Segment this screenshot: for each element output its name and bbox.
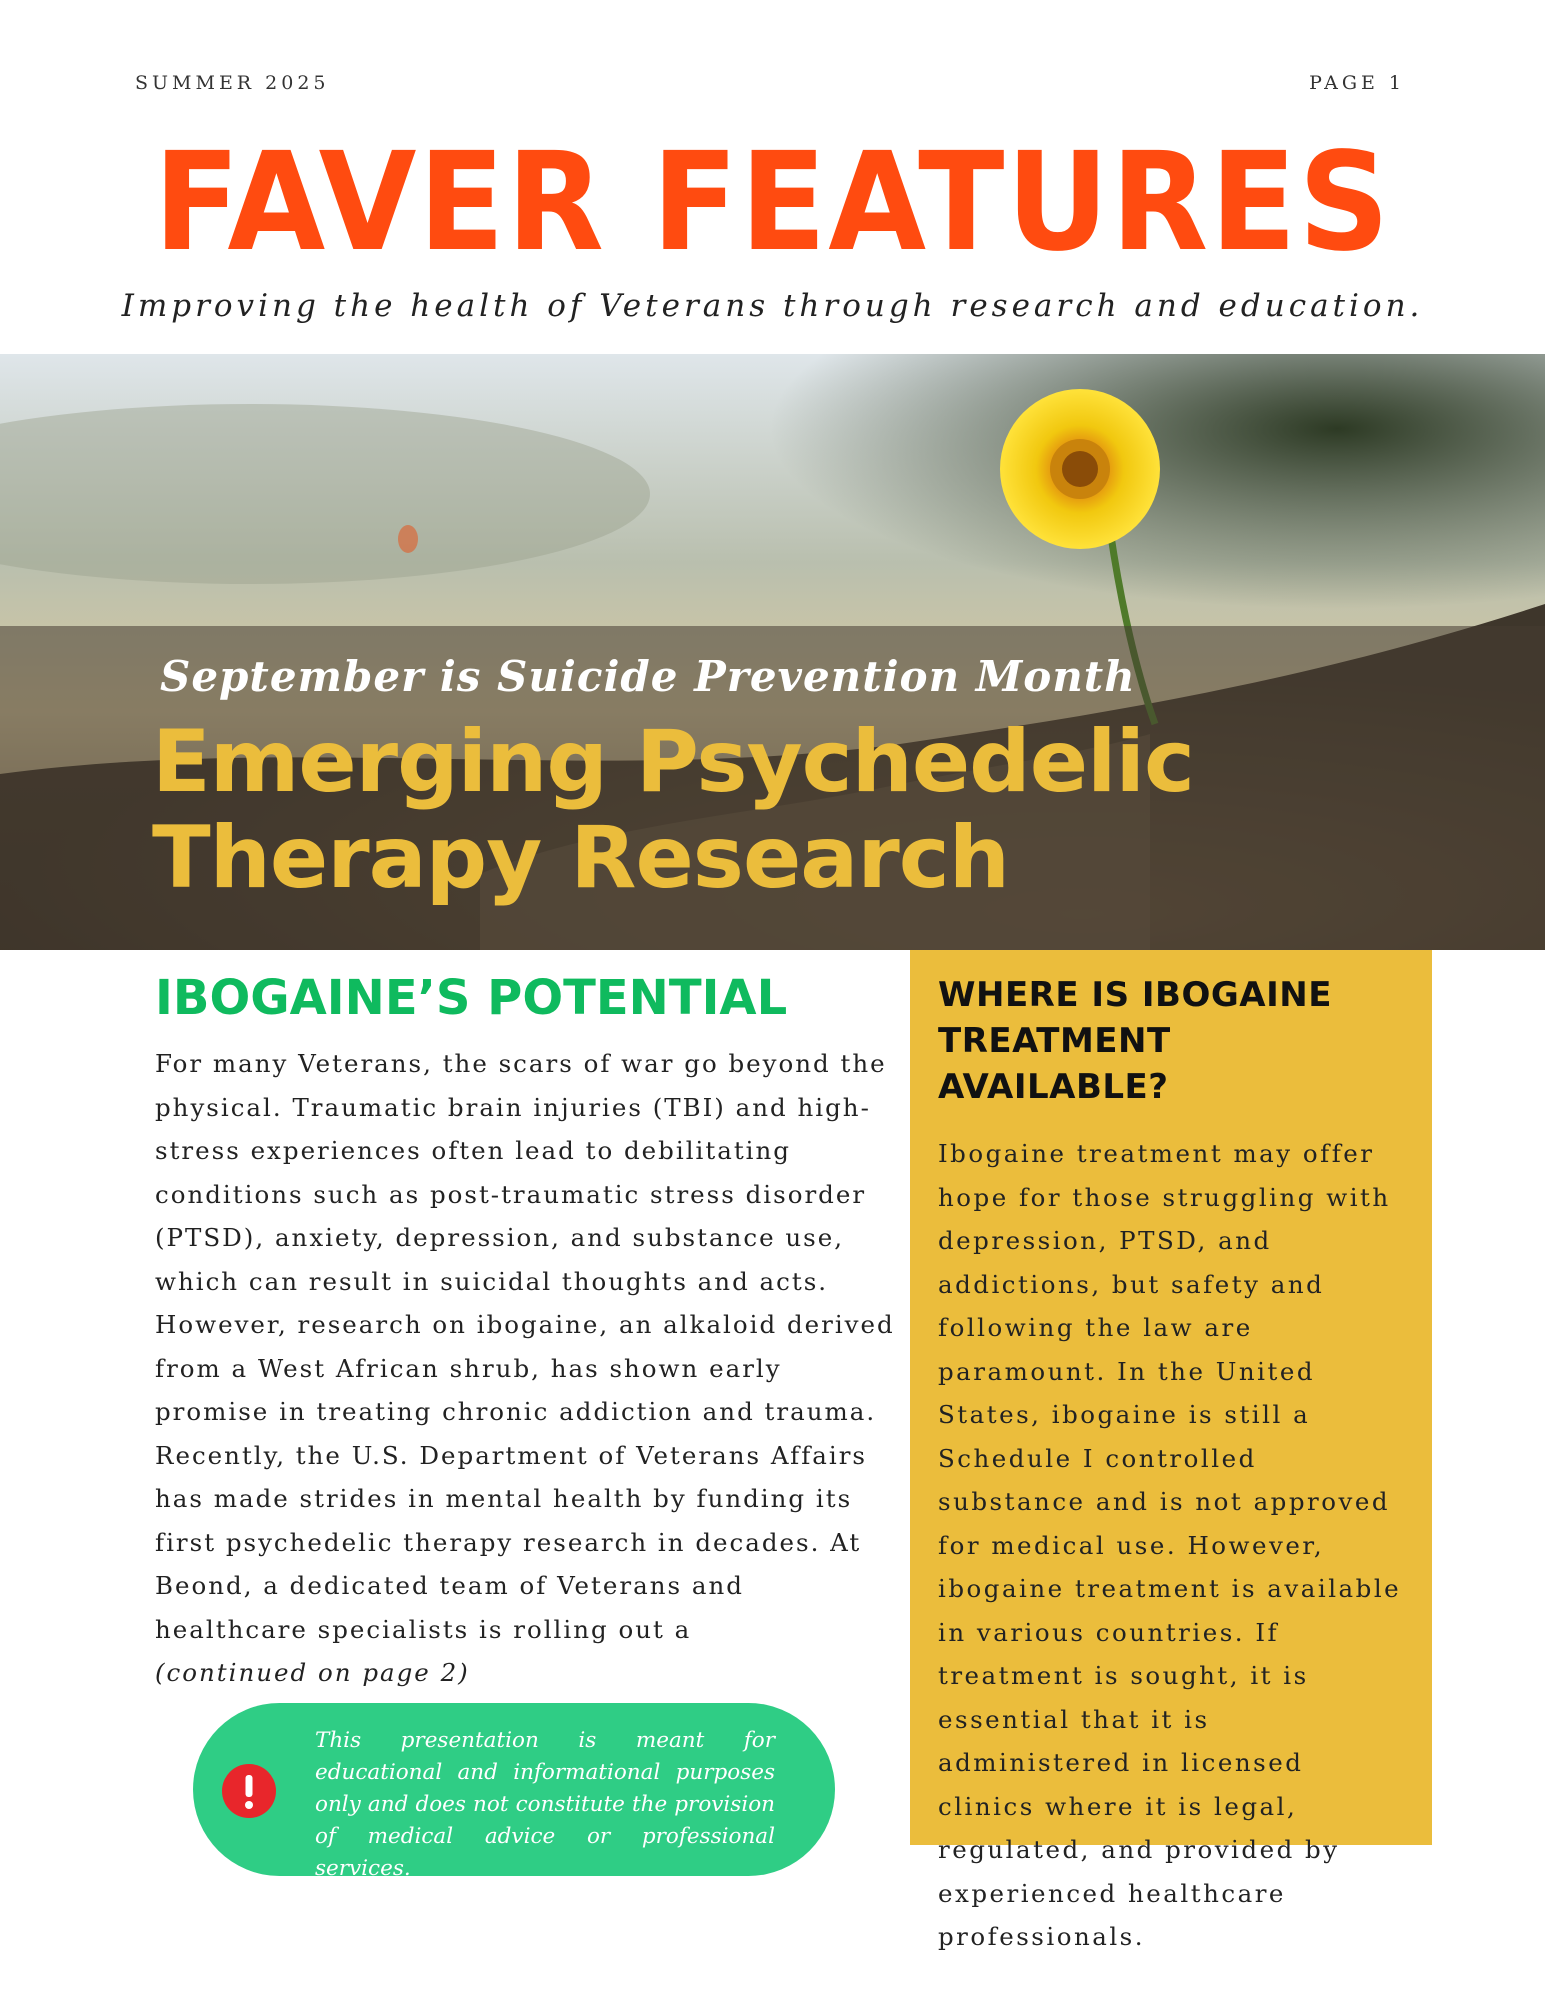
article-title: IBOGAINE’S POTENTIAL — [155, 970, 788, 1026]
continued-note: (continued on page 2) — [155, 1658, 470, 1687]
hero-headline — [152, 714, 1194, 906]
sidebar-box — [910, 950, 1432, 1951]
hero-kicker: September is Suicide Prevention Month — [160, 652, 1136, 701]
alert-icon — [221, 1763, 277, 1819]
sidebar-body: Ibogaine treatment may offer hope for those struggling with depression, PTSD, and addictions, but safety and following the law are paramount. In the United States, ibogaine is still a Schedule I controlled substance and is not approved for medical use. However, ibogaine treatment is available in various countries. If treatment is sought, it is essential that it is administered in licensed clinics where it is legal, regulated, and provided by experienced healthcare professionals. — [938, 1139, 1402, 1951]
disclaimer-text: This presentation is meant for educational and informational purposes only and does not constitute the provision of medical advice or professional services. — [315, 1728, 775, 1881]
sidebar-title: WHERE IS IBOGAINE TREATMENT AVAILABLE? — [938, 975, 1332, 1107]
issue-date: SUMMER 2025 — [135, 72, 330, 94]
hero-headline-line-2: Therapy Research — [152, 808, 1009, 908]
hero-banner — [0, 354, 1545, 950]
page-number: PAGE 1 — [1309, 72, 1405, 94]
main-article — [155, 970, 895, 1695]
disclaimer-callout — [193, 1703, 835, 1881]
tagline: Improving the health of Veterans through research and education. — [121, 288, 1424, 324]
hero-headline-line-1: Emerging Psychedelic — [152, 712, 1194, 812]
article-body: For many Veterans, the scars of war go beyond the physical. Traumatic brain injuries (TBI) and high-stress experiences often lead to debilitating conditions such as post-traumatic stress disorder (PTSD), anxiety, depression, and substance use, which can result in suicidal thoughts and acts. However, research on ibogaine, an alkaloid derived from a West African shrub, has shown early promise in treating chronic addiction and trauma. Recently, the U.S. Department of Veterans Affairs has made strides in mental health by funding its first psychedelic therapy research in decades. At Beond, a dedicated team of Veterans and healthcare specialists is rolling out a — [155, 1049, 895, 1644]
masthead-title: FAVER FEATURES — [153, 124, 1392, 282]
